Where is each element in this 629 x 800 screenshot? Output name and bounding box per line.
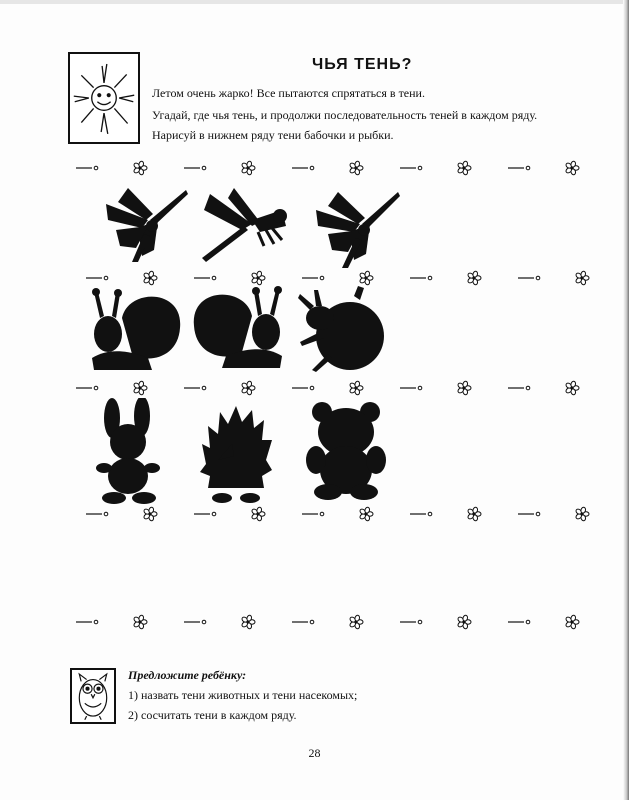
flower-icon (457, 615, 471, 630)
flower-icon (349, 161, 363, 176)
dash-dot-icon (518, 512, 540, 516)
flower-border (70, 380, 610, 396)
snail-icon (88, 288, 184, 374)
flower-icon (349, 615, 363, 630)
worksheet-title: ЧЬЯ ТЕНЬ? (312, 56, 413, 73)
owl-icon (72, 670, 114, 722)
flower-icon (241, 161, 255, 176)
flower-border (70, 614, 610, 630)
dash-dot-icon (292, 386, 314, 390)
dragonfly-icon (200, 182, 296, 268)
flower-icon (143, 271, 157, 286)
flower-icon (565, 615, 579, 630)
dash-dot-icon (410, 512, 432, 516)
flower-icon (467, 271, 481, 286)
intro-line-3: Нарисуй в нижнем ряду тени бабочки и рыбки. (152, 128, 394, 142)
sun-icon (70, 54, 138, 142)
border-row-1 (70, 160, 610, 176)
snail-shadow-1 (88, 288, 184, 374)
dash-dot-icon (76, 386, 98, 390)
snail-shadow-2 (190, 286, 286, 372)
intro-line-2: Угадай, где чья тень, и продолжи последовательность теней в каждом ряду. (152, 108, 538, 122)
bunny-icon (88, 398, 170, 504)
flower-icon (349, 381, 363, 396)
dash-dot-icon (400, 620, 422, 624)
flower-icon (241, 615, 255, 630)
ladybug-icon (294, 284, 386, 374)
dash-dot-icon (508, 386, 530, 390)
dash-dot-icon (76, 166, 98, 170)
flower-icon (565, 381, 579, 396)
flower-icon (565, 161, 579, 176)
border-row-3 (70, 380, 610, 396)
owl-icon-box (70, 668, 116, 724)
hedgehog-shadow (198, 404, 274, 504)
dash-dot-icon (292, 620, 314, 624)
dash-dot-icon (400, 386, 422, 390)
flower-icon (575, 271, 589, 286)
border-row-5 (70, 614, 610, 630)
intro-line-1: Летом очень жарко! Все пытаются спрятаться в тени. (152, 86, 425, 100)
bear-icon (304, 402, 388, 500)
sun-icon-box (68, 52, 140, 144)
scan-edge-right (623, 0, 629, 800)
task-item-1: 1) назвать тени животных и тени насекомых; (128, 688, 358, 702)
flower-icon (457, 381, 471, 396)
hedgehog-icon (198, 404, 274, 504)
page-number: 28 (308, 746, 321, 760)
flower-icon (133, 161, 147, 176)
dragonfly-icon (310, 184, 406, 270)
flower-icon (241, 381, 255, 396)
flower-icon (457, 161, 471, 176)
ladybug-shadow (294, 284, 386, 374)
flower-icon (251, 271, 265, 286)
flower-border (70, 506, 610, 522)
bear-shadow (304, 402, 388, 500)
dash-dot-icon (508, 166, 530, 170)
dash-dot-icon (86, 276, 108, 280)
dash-dot-icon (508, 620, 530, 624)
flower-icon (359, 507, 373, 522)
dragonfly-shadow-2 (200, 182, 296, 268)
dash-dot-icon (194, 276, 216, 280)
dash-dot-icon (292, 166, 314, 170)
flower-icon (133, 615, 147, 630)
suggest-title: Предложите ребёнку: (128, 668, 247, 682)
flower-icon (143, 507, 157, 522)
dash-dot-icon (518, 276, 540, 280)
flower-icon (467, 507, 481, 522)
dash-dot-icon (302, 276, 324, 280)
dash-dot-icon (302, 512, 324, 516)
border-row-4 (70, 506, 610, 522)
dragonfly-icon (98, 180, 194, 266)
flower-icon (575, 507, 589, 522)
dash-dot-icon (86, 512, 108, 516)
flower-icon (133, 381, 147, 396)
flower-border (70, 160, 610, 176)
dash-dot-icon (76, 620, 98, 624)
dragonfly-shadow-3 (310, 184, 406, 270)
dash-dot-icon (410, 276, 432, 280)
flower-icon (251, 507, 265, 522)
bunny-shadow (88, 398, 170, 504)
dash-dot-icon (400, 166, 422, 170)
dash-dot-icon (194, 512, 216, 516)
scan-edge-top (0, 0, 629, 4)
snail-icon (190, 286, 286, 372)
dash-dot-icon (184, 166, 206, 170)
dash-dot-icon (184, 386, 206, 390)
task-item-2: 2) сосчитать тени в каждом ряду. (128, 708, 297, 722)
dragonfly-shadow-1 (98, 180, 194, 266)
dash-dot-icon (184, 620, 206, 624)
